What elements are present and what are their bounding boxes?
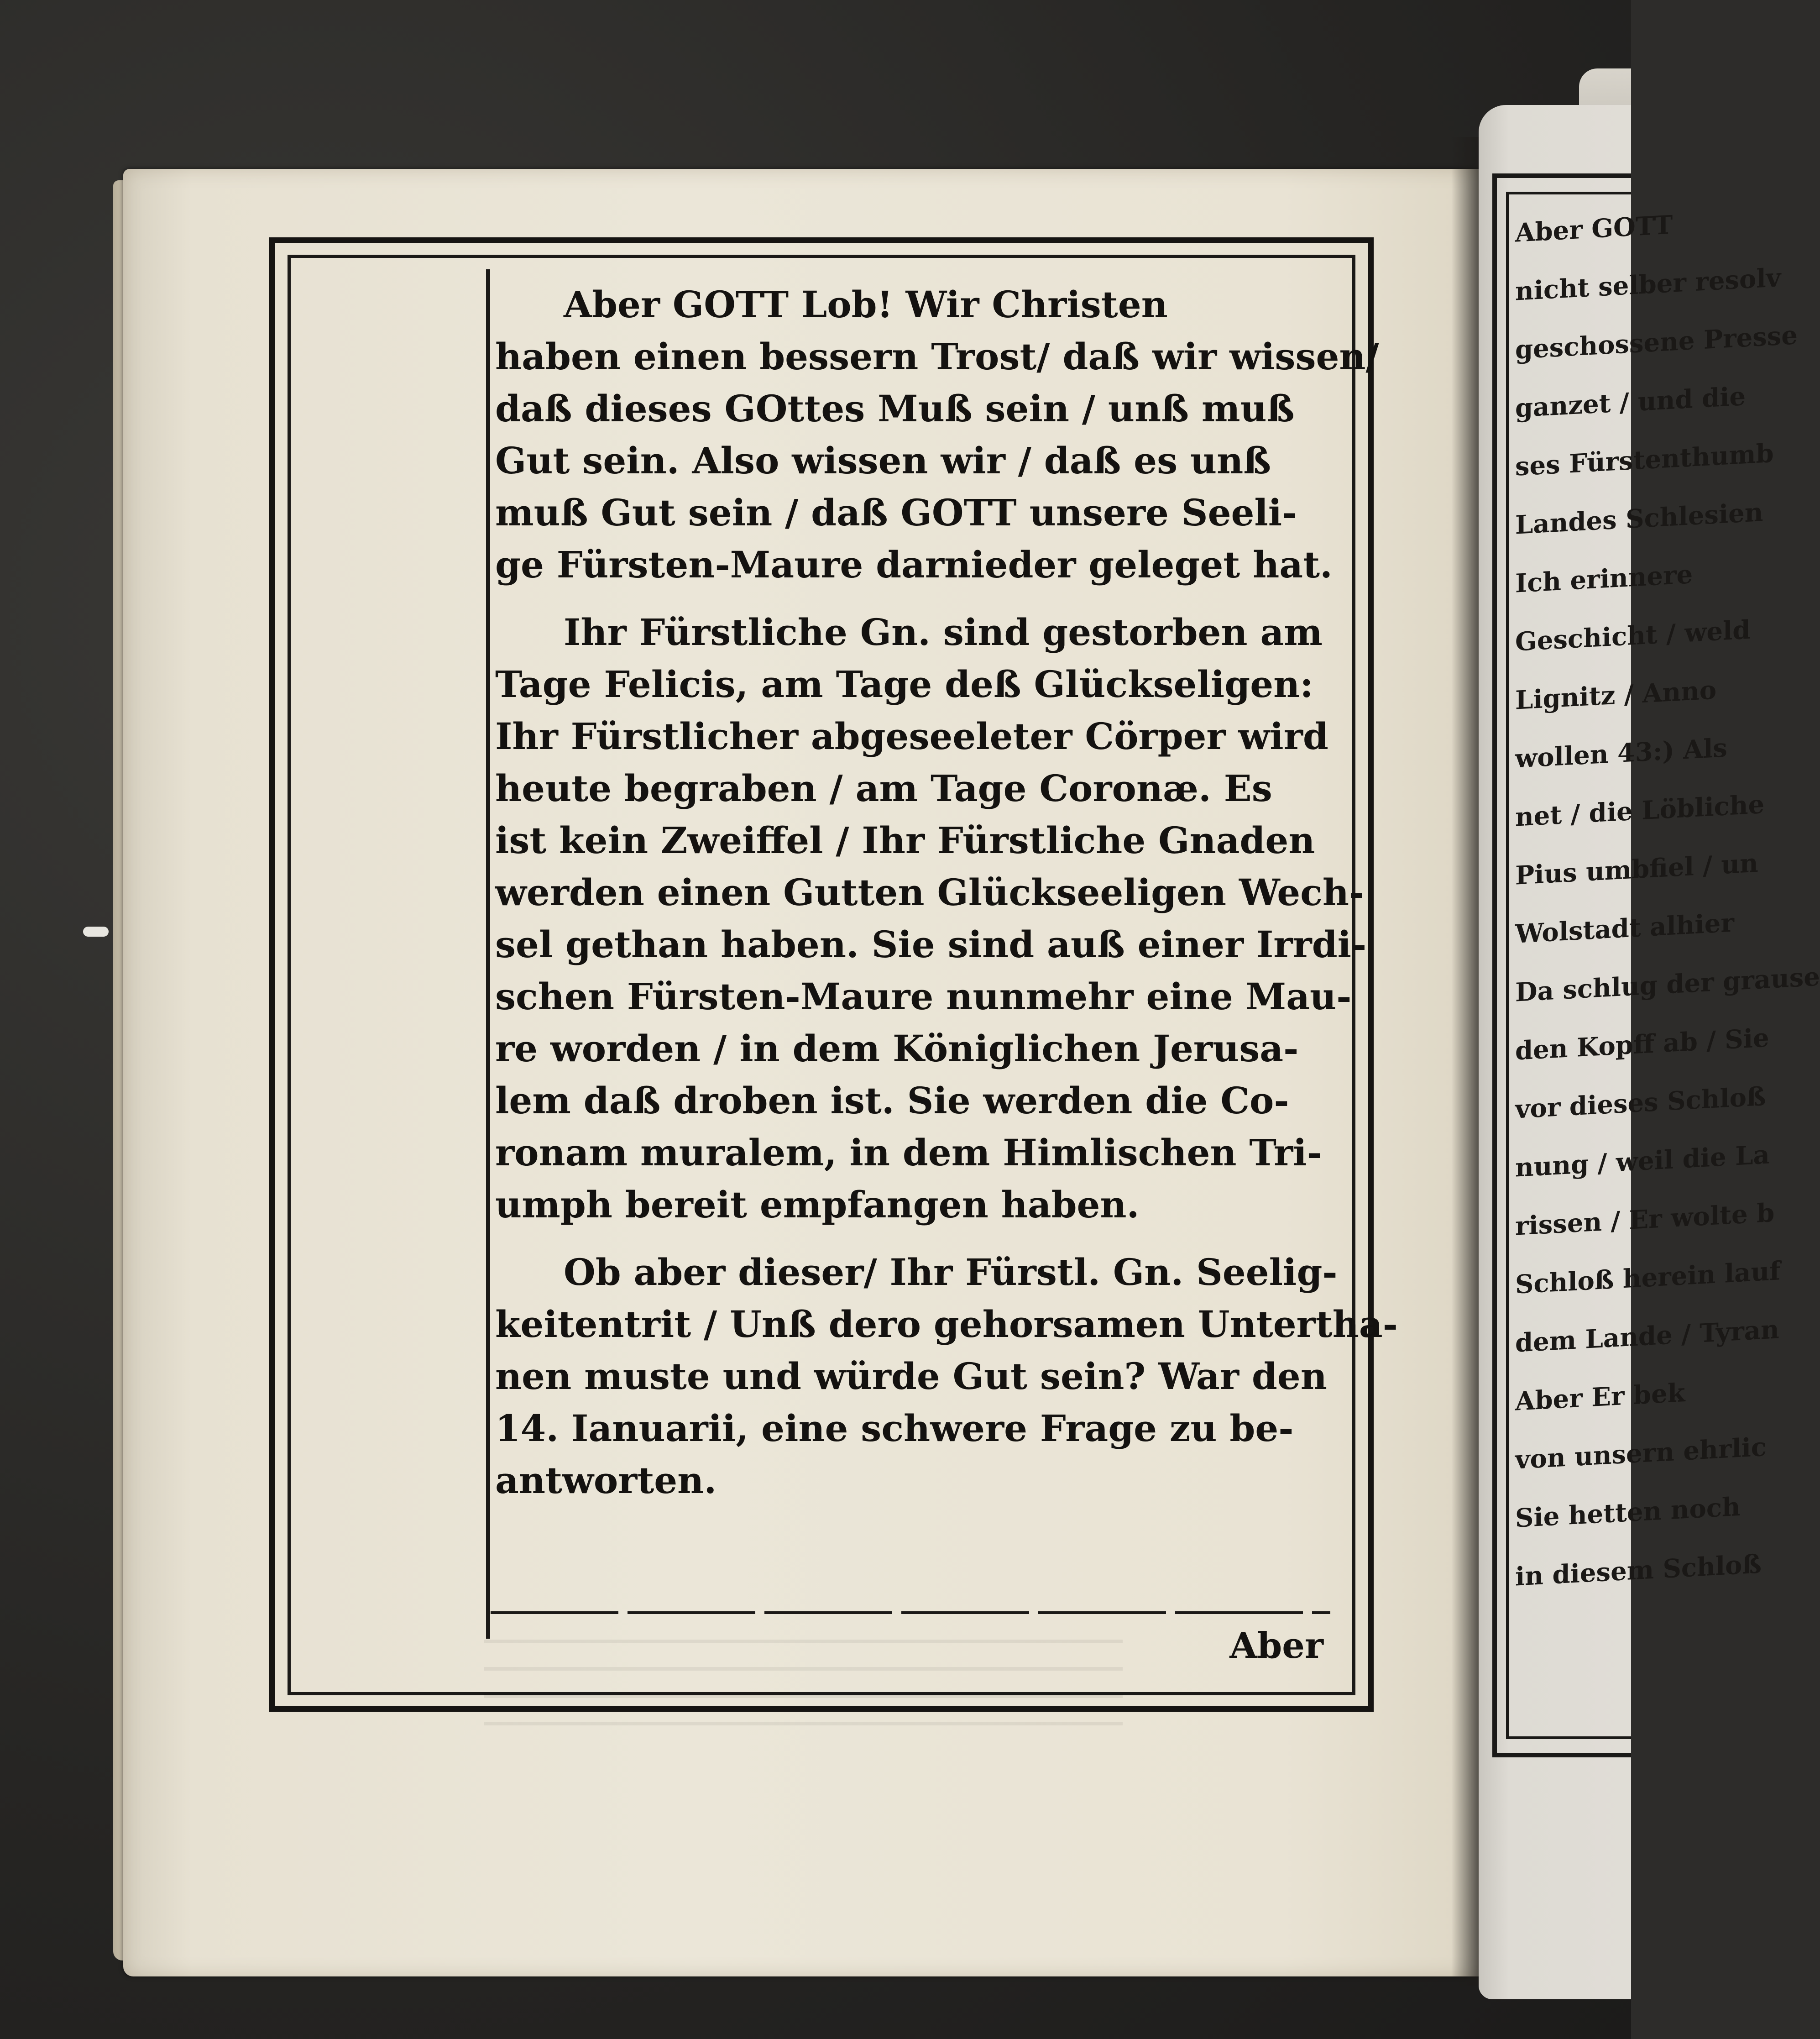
right-text-line: Schloß herein lauf bbox=[1515, 1256, 1781, 1300]
right-text-line: in diesem Schloß bbox=[1515, 1549, 1762, 1592]
right-text-line: Ich erinnere bbox=[1515, 559, 1693, 599]
right-text-line: rissen / Er wolte b bbox=[1515, 1197, 1775, 1242]
text-line: schen Fürsten-Maure nunmehr eine Mau- bbox=[495, 975, 1352, 1018]
text-line: lem daß droben ist. Sie werden die Co- bbox=[495, 1079, 1289, 1122]
text-line: Gut sein. Also wissen wir / daß es unß bbox=[495, 439, 1271, 482]
paragraph-1 bbox=[495, 278, 1379, 591]
text-line: werden einen Gutten Glückseeligen Wech- bbox=[495, 871, 1365, 914]
paragraph-2 bbox=[495, 606, 1367, 1231]
text-line: nen muste und würde Gut sein? War den bbox=[495, 1355, 1327, 1398]
right-text-line: Landes Schlesien bbox=[1515, 497, 1763, 540]
right-text-line: Wolstadt alhier bbox=[1515, 907, 1734, 949]
text-line: keitentrit / Unß dero gehorsamen Untertha- bbox=[495, 1303, 1398, 1346]
show-through-texture bbox=[484, 1625, 1123, 1725]
text-line: antworten. bbox=[495, 1459, 717, 1502]
text-line: ist kein Zweiffel / Ihr Fürstliche Gnaden bbox=[495, 819, 1315, 862]
right-text-line: net / die Löbliche bbox=[1515, 789, 1765, 833]
text-line: Aber GOTT Lob! Wir Christen bbox=[564, 283, 1168, 326]
right-text-line: Pius umbfiel / un bbox=[1515, 848, 1758, 891]
text-line: umph bereit empfangen haben. bbox=[495, 1183, 1140, 1226]
text-line: haben einen bessern Trost/ daß wir wissen/ bbox=[495, 335, 1379, 378]
text-line: Ihr Fürstliche Gn. sind gestorben am bbox=[564, 611, 1323, 654]
right-page-text-column bbox=[1515, 198, 1820, 1710]
right-text-line: geschossene Presse bbox=[1515, 320, 1798, 365]
right-text-line: wollen 43:) Als bbox=[1515, 733, 1727, 774]
text-line: daß dieses GOttes Muß sein / unß muß bbox=[495, 387, 1295, 430]
footer-dashed-rule bbox=[491, 1611, 1330, 1614]
right-text-line: dem Lande / Tyran bbox=[1515, 1314, 1779, 1358]
binding-clip bbox=[83, 927, 109, 937]
text-line: Ihr Fürstlicher abgeseeleter Cörper wird bbox=[495, 715, 1328, 758]
right-text-line: Sie hetten noch bbox=[1515, 1491, 1741, 1534]
catchword: Aber bbox=[1229, 1625, 1323, 1667]
right-text-line: nicht selber resolv bbox=[1515, 262, 1781, 307]
text-line: Tage Felicis, am Tage deß Glückseligen: bbox=[495, 663, 1313, 706]
right-text-line: ses Fürstenthumb bbox=[1515, 438, 1774, 482]
text-line: re worden / in dem Königlichen Jerusa- bbox=[495, 1027, 1299, 1070]
right-text-line: vor dieses Schloß bbox=[1515, 1081, 1766, 1125]
right-text-line: Da schlug der grause bbox=[1515, 961, 1820, 1008]
right-text-line: Aber GOTT bbox=[1515, 210, 1673, 248]
right-text-line: Aber Er bek bbox=[1515, 1378, 1685, 1417]
text-line: sel gethan haben. Sie sind auß einer Irrdi- bbox=[495, 923, 1367, 966]
right-text-line: ganzet / und die bbox=[1515, 381, 1746, 424]
right-text-line: nung / weil die La bbox=[1515, 1139, 1770, 1183]
right-text-line: den Kopff ab / Sie bbox=[1515, 1022, 1769, 1066]
right-text-line: von unsern ehrlic bbox=[1515, 1431, 1767, 1475]
text-line: muß Gut sein / daß GOTT unsere Seeli- bbox=[495, 491, 1297, 534]
text-line: ronam muralem, in dem Himlischen Tri- bbox=[495, 1131, 1322, 1174]
text-line: ge Fürsten-Maure darnieder geleget hat. bbox=[495, 543, 1333, 586]
right-text-line: Lignitz / Anno bbox=[1515, 675, 1717, 716]
paragraph-3 bbox=[495, 1246, 1398, 1506]
text-line: heute begraben / am Tage Coronæ. Es bbox=[495, 767, 1272, 810]
right-text-line: Geschicht / weld bbox=[1515, 614, 1751, 657]
text-column-rule bbox=[486, 269, 490, 1639]
text-line: 14. Ianuarii, eine schwere Frage zu be- bbox=[495, 1407, 1294, 1450]
main-text-column bbox=[495, 278, 1398, 1602]
text-line: Ob aber dieser/ Ihr Fürstl. Gn. Seelig- bbox=[564, 1251, 1338, 1294]
